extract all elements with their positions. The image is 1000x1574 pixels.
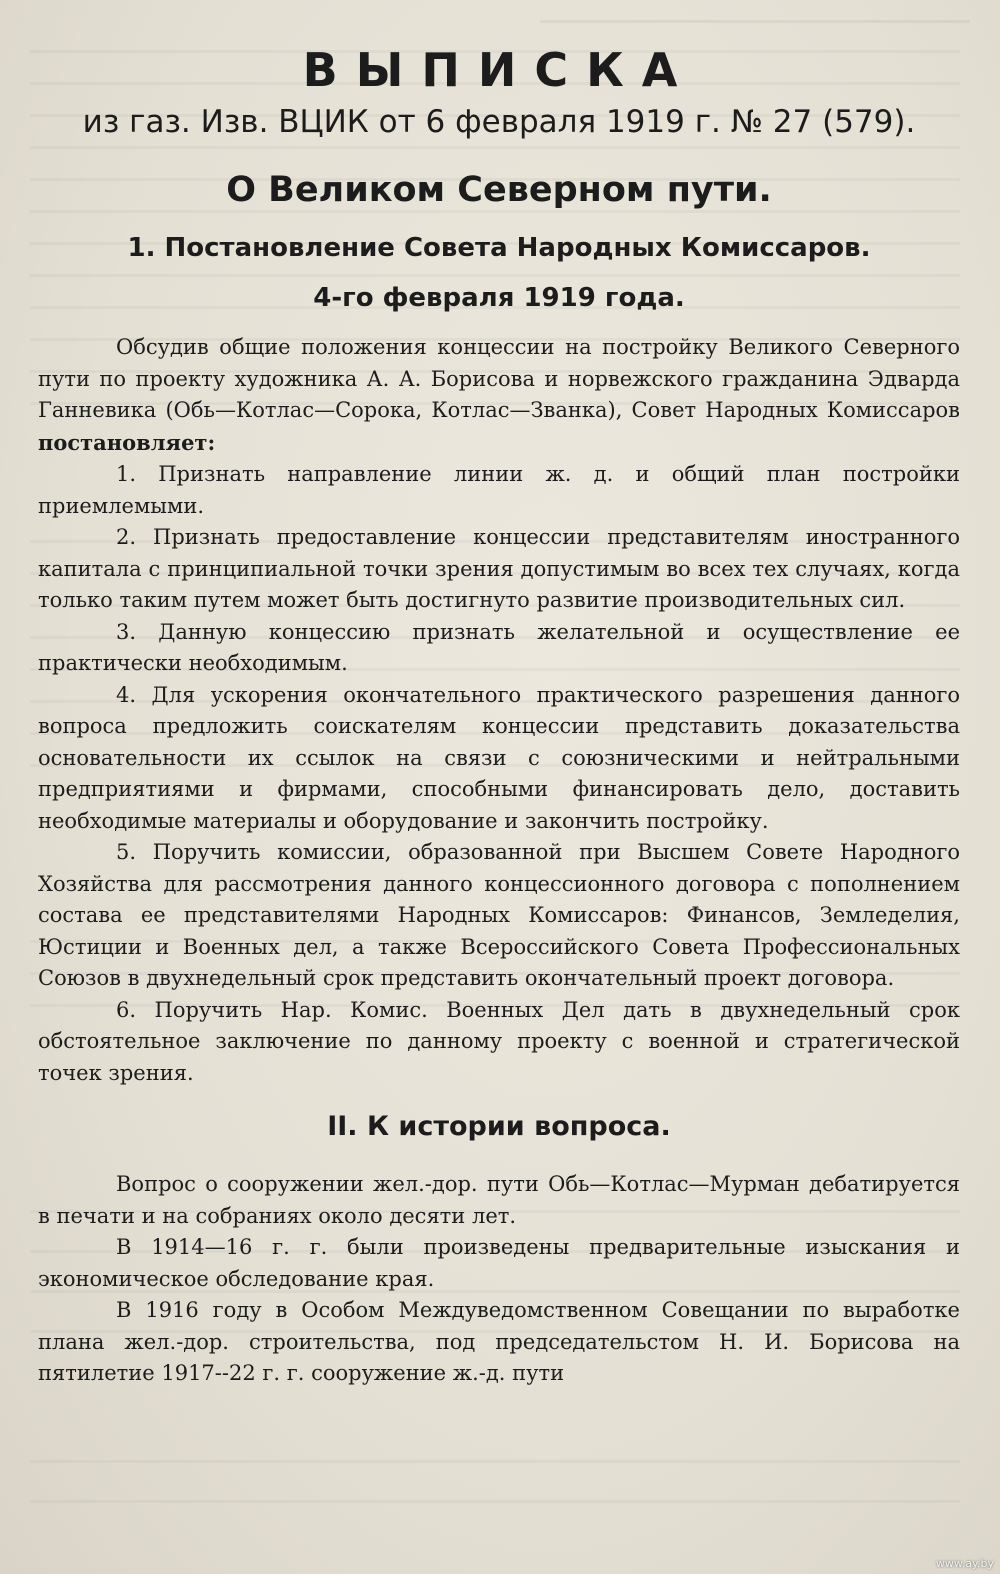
article-title: О Великом Северном пути. bbox=[226, 170, 772, 210]
resolution-date: 4-го февраля 1919 года. bbox=[313, 283, 685, 313]
resolution-item: 4. Для ускорения окончательного практического разрешения данного вопроса предложить соискателям концессии представить доказательства основательности их ссылок на связи с союзническими и нейтральными предприятиями и фирмами, способными финансировать дело, доставить необходимые материалы и оборудование и закончить постройку. bbox=[38, 682, 960, 833]
section-heading: 1. Постановление Совета Народных Комиссаров. bbox=[127, 233, 871, 263]
resolution-item: 3. Данную концессию признать желательной и осуществление ее практически необходимым. bbox=[38, 619, 960, 675]
document-title: ВЫПИСКА bbox=[302, 43, 696, 97]
intro-bold-text: постановляет: bbox=[38, 429, 216, 455]
watermark: www.ay.by bbox=[935, 1557, 994, 1570]
resolution-item: 5. Поручить комиссии, образованной при Высшем Совете Народного Хозяйства для рассмотрения данного концессионного договора с пополнением состава ее представителями Народных Комиссаров: Финансов, Земледелия, Юстиции и Военных дел, а также Всероссийского Совета Профессиональных Союзов в двухнедельный срок представить окончательный проект договора. bbox=[38, 840, 960, 990]
section-resolution bbox=[38, 228, 960, 1089]
intro-text: Обсудив общие положения концессии на постройку Великого Северного пути по проекту художника А. А. Борисова и норвежского гражданина Эдварда Ганневика (Обь—Котлас—Сорока, Котлас—Званка), Совет Народных Комиссаров bbox=[38, 335, 960, 422]
newspaper-reference: из газ. Изв. ВЦИК от 6 февраля 1919 г. № 27 (579). bbox=[82, 104, 916, 140]
resolution-intro bbox=[38, 332, 960, 459]
history-paragraph: В 1916 году в Особом Междуведомственном Совещании по выработке плана жел.-дор. строительства, под председательстом Н. И. Борисова на пятилетие 1917--22 г. г. сооружение ж.-д. пути bbox=[38, 1298, 960, 1385]
history-paragraph: В 1914—16 г. г. были произведены предварительные изыскания и экономическое обследование края. bbox=[38, 1235, 960, 1291]
resolution-item: 2. Признать предоставление концессии представителям иностранного капитала с принципиальной точки зрения допустимым во всех тех случаях, когда только таким путем может быть достигнуто развитие производительных сил. bbox=[38, 525, 960, 612]
document-content bbox=[38, 40, 960, 1390]
history-paragraph: Вопрос о сооружении жел.-дор. пути Обь—Котлас—Мурман дебатируется в печати и на собраниях около десяти лет. bbox=[38, 1172, 960, 1228]
section-heading: II. К истории вопроса. bbox=[327, 1111, 671, 1142]
resolution-item: 6. Поручить Нар. Комис. Военных Дел дать в двухнедельный срок обстоятельное заключение по данному проекту с военной и стратегической точек зрения. bbox=[38, 997, 960, 1085]
resolution-item: 1. Признать направление линии ж. д. и общий план постройки приемлемыми. bbox=[38, 462, 960, 518]
section-history bbox=[38, 1107, 960, 1390]
